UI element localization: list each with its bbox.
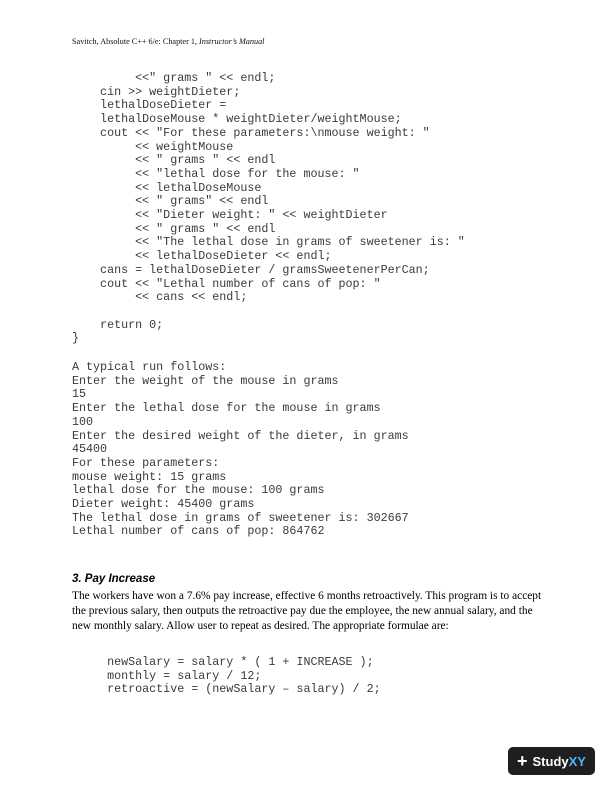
run-line: lethal dose for the mouse: 100 grams xyxy=(72,483,325,498)
run-line: 15 xyxy=(72,387,87,402)
code-line: cans = lethalDoseDieter / gramsSweetenerPerCan; xyxy=(72,262,430,277)
run-line: 100 xyxy=(72,414,94,429)
section-title: 3. Pay Increase xyxy=(72,573,156,585)
code-line: lethalDoseMouse * weightDieter/weightMouse; xyxy=(72,112,402,127)
code-line: << "lethal dose for the mouse: " xyxy=(72,166,360,181)
header-text: Savitch, Absolute C++ 6/e: Chapter 1, xyxy=(72,37,200,46)
run-line: 45400 xyxy=(72,442,108,457)
run-line: Enter the desired weight of the dieter, in grams xyxy=(72,428,409,443)
plus-icon: + xyxy=(517,751,528,771)
code-line: << lethalDoseDieter << endl; xyxy=(72,249,332,264)
code-line: << " grams" << endl xyxy=(72,194,269,209)
formula-listing xyxy=(72,656,381,697)
run-line: The lethal dose in grams of sweetener is: 302667 xyxy=(72,510,409,525)
code-line: cout << "Lethal number of cans of pop: " xyxy=(72,276,381,291)
run-line: mouse weight: 15 grams xyxy=(72,469,227,484)
formula-line: retroactive = (newSalary – salary) / 2; xyxy=(72,682,381,697)
studyxy-badge[interactable] xyxy=(508,747,595,775)
code-line: return 0; xyxy=(72,317,164,332)
code-line: <<" grams " << endl; xyxy=(72,71,276,85)
section-paragraph: The workers have won a 7.6% pay increase, effective 6 months retroactively. This program is to accept the previous salary, then outputs the retroactive pay due the employee, the new annual salary, and the new monthly salary. Allow user to repeat as desired. The appropriate formulae are: xyxy=(72,590,542,632)
badge-text-xy: XY xyxy=(568,753,586,769)
code-line: lethalDoseDieter = xyxy=(72,98,227,113)
run-line: Enter the lethal dose for the mouse in grams xyxy=(72,401,381,416)
code-line: << cans << endl; xyxy=(72,290,248,305)
code-line: << lethalDoseMouse xyxy=(72,180,262,195)
run-line: Lethal number of cans of pop: 864762 xyxy=(72,524,325,539)
code-line-blank xyxy=(72,305,465,319)
code-line: cout << "For these parameters:\nmouse weight: " xyxy=(72,125,430,140)
sample-run-output xyxy=(72,361,409,539)
run-line: A typical run follows: xyxy=(72,360,227,374)
formula-line: monthly = salary / 12; xyxy=(72,668,262,683)
code-line: << " grams " << endl xyxy=(72,153,276,168)
code-line: cin >> weightDieter; xyxy=(72,84,241,99)
code-line: << "The lethal dose in grams of sweetener is: " xyxy=(72,235,465,250)
badge-text-study: Study xyxy=(532,753,569,769)
page-header xyxy=(72,37,264,46)
code-listing xyxy=(72,72,465,346)
formula-line: newSalary = salary * ( 1 + INCREASE ); xyxy=(72,655,374,669)
header-italic-text: Instructor’s Manual xyxy=(199,37,265,46)
run-line: For these parameters: xyxy=(72,455,220,470)
code-line: << "Dieter weight: " << weightDieter xyxy=(72,208,388,223)
run-line: Dieter weight: 45400 grams xyxy=(72,497,255,512)
code-line: << " grams " << endl xyxy=(72,221,276,236)
code-line: } xyxy=(72,331,80,346)
run-line: Enter the weight of the mouse in grams xyxy=(72,373,339,388)
code-line: << weightMouse xyxy=(72,139,234,154)
